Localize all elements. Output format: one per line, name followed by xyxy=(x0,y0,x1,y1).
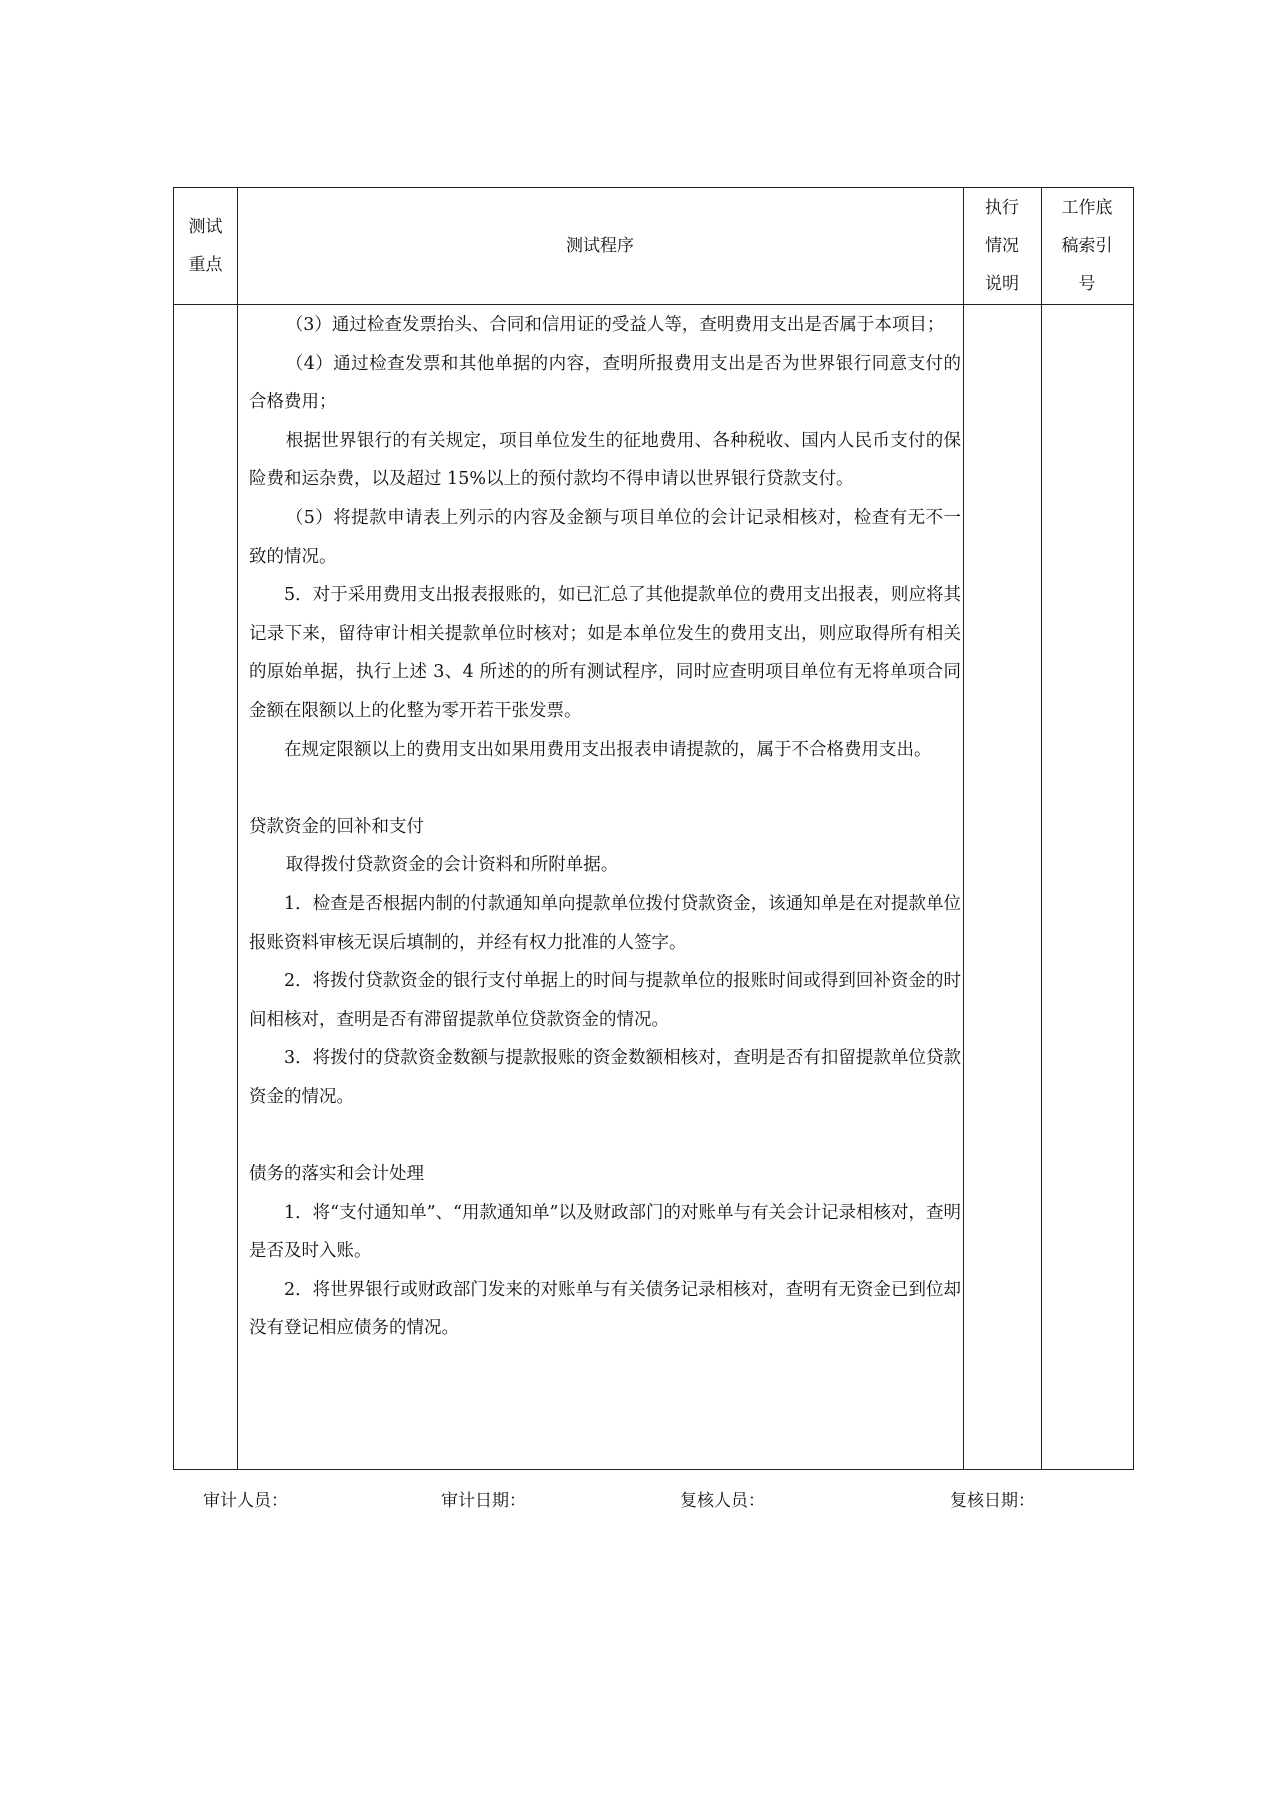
procedure-paragraph: （3）通过检查发票抬头、合同和信用证的受益人等，查明费用支出是否属于本项目； xyxy=(285,315,945,335)
section-heading: 债务的落实和会计处理 xyxy=(249,1164,424,1185)
procedure-paragraph: 5．对于采用费用支出报表报账的，如已汇总了其他提款单位的费用支出报表，则应将其记录下来，留待审计相关提款单位时核对；如是本单位发生的费用支出，则应取得所有相关的原始单据，执行上述 3、4 所述的的所有测试程序，同时应查明项目单位有无将单项合同金额在限额以上的化整为零开若干张发票。 xyxy=(249,585,962,721)
header-divider xyxy=(174,304,1133,305)
procedure-paragraph: （5）将提款申请表上列示的内容及金额与项目单位的会计记录相核对，检查有无不一致的情况。 xyxy=(249,507,961,567)
working-paper-table xyxy=(173,187,1134,1470)
column-divider xyxy=(1041,188,1042,1469)
procedure-paragraph: 根据世界银行的有关规定，项目单位发生的征地费用、各种税收、国内人民币支付的保险费和运杂费，以及超过 15%以上的预付款均不得申请以世界银行贷款支付。 xyxy=(249,430,961,490)
column-divider xyxy=(963,188,964,1469)
test-procedure-body xyxy=(249,306,961,1348)
procedure-paragraph: （4）通过检查发票和其他单据的内容，查明所报费用支出是否为世界银行同意支付的合格费用； xyxy=(249,353,961,413)
procedure-paragraph: 2．将拨付贷款资金的银行支付单据上的时间与提款单位的报账时间或得到回补资金的时间相核对，查明是否有滞留提款单位贷款资金的情况。 xyxy=(249,971,961,1030)
procedure-paragraph: 1．检查是否根据内制的付款通知单向提款单位拨付贷款资金，该通知单是在对提款单位报账资料审核无误后填制的，并经有权力批准的人签字。 xyxy=(249,893,961,953)
header-execution-line: 说明 xyxy=(985,274,1019,294)
signature-footer xyxy=(0,1478,1280,1518)
procedure-paragraph: 2．将世界银行或财政部门发来的对账单与有关债务记录相核对，查明有无资金已到位却没有登记相应债务的情况。 xyxy=(249,1279,961,1339)
paragraph-spacer xyxy=(249,1116,961,1155)
procedure-paragraph: 在规定限额以上的费用支出如果用费用支出报表申请提款的，属于不合格费用支出。 xyxy=(284,739,932,760)
header-reference-line: 稿索引 xyxy=(1061,236,1113,256)
header-reference-line: 工作底 xyxy=(1061,198,1113,218)
header-execution-line: 情况 xyxy=(985,236,1019,256)
section-heading: 贷款资金的回补和支付 xyxy=(249,816,424,837)
reviewer-label: 复核人员： xyxy=(680,1491,765,1511)
header-test-focus xyxy=(174,188,237,304)
header-workpaper-reference xyxy=(1041,188,1133,304)
column-divider xyxy=(237,188,238,1469)
auditor-label: 审计人员： xyxy=(203,1491,288,1511)
header-test-focus-line: 测试 xyxy=(188,217,223,237)
paragraph-spacer xyxy=(249,769,961,808)
header-test-procedure xyxy=(237,188,963,304)
procedure-paragraph: 3．将拨付的贷款资金数额与提款报账的资金数额相核对，查明是否有扣留提款单位贷款资金的情况。 xyxy=(249,1048,961,1107)
header-execution-line: 执行 xyxy=(985,198,1019,218)
header-test-focus-line: 重点 xyxy=(188,255,223,275)
header-reference-line: 号 xyxy=(1078,274,1096,294)
procedure-paragraph: 取得拨付贷款资金的会计资料和所附单据。 xyxy=(285,855,619,876)
header-test-procedure-label: 测试程序 xyxy=(566,236,634,256)
review-date-label: 复核日期： xyxy=(950,1491,1035,1511)
audit-date-label: 审计日期： xyxy=(441,1491,526,1511)
header-execution-notes xyxy=(963,188,1041,304)
procedure-paragraph: 1．将“支付通知单”、“用款通知单”以及财政部门的对账单与有关会计记录相核对，查明是否及时入账。 xyxy=(249,1202,961,1262)
